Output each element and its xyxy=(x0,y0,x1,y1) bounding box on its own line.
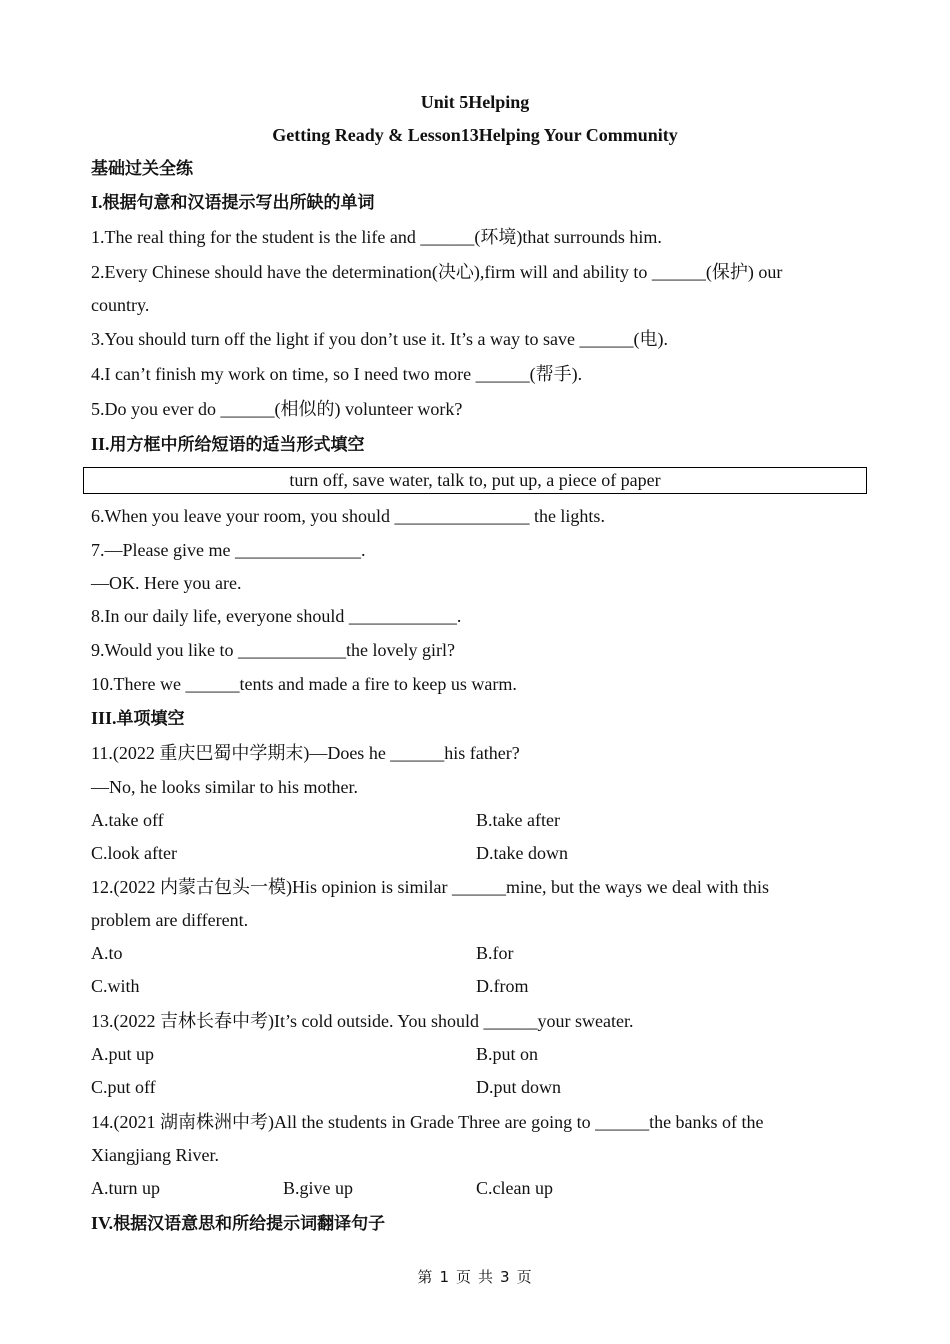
footer-mid: 页 xyxy=(455,1268,472,1286)
question-14-line-2: Xiangjiang River. xyxy=(91,1145,219,1165)
question-14-option-c: C.clean up xyxy=(476,1178,553,1198)
question-2-line-1: 2.Every Chinese should have the determination(决心),firm will and ability to ______(保护) our xyxy=(91,262,783,282)
question-12-option-c: C.with xyxy=(91,976,140,996)
section-2-title: 用方框中所给短语的适当形式填空 xyxy=(109,435,365,455)
question-13-option-a: A.put up xyxy=(91,1044,154,1064)
section-3-title: 单项填空 xyxy=(116,709,185,729)
question-12-option-a: A.to xyxy=(91,943,123,963)
question-1: 1.The real thing for the student is the life and ______(环境)that surrounds him. xyxy=(91,227,662,247)
question-14-line-1: 14.(2021 湖南株洲中考)All the students in Grade Three are going to ______the banks of the xyxy=(91,1112,764,1132)
question-3: 3.You should turn off the light if you don’t use it. It’s a way to save ______(电). xyxy=(91,329,668,349)
question-11-line-1: 11.(2022 重庆巴蜀中学期末)—Does he ______his father? xyxy=(91,743,520,763)
question-8: 8.In our daily life, everyone should ____________. xyxy=(91,606,462,626)
question-14-option-a: A.turn up xyxy=(91,1178,160,1198)
question-7-line-2: —OK. Here you are. xyxy=(91,573,242,593)
question-14-option-b: B.give up xyxy=(283,1178,353,1198)
section-3-number: III. xyxy=(91,708,117,728)
question-6: 6.When you leave your room, you should _______________ the lights. xyxy=(91,506,605,526)
section-label: 基础过关全练 xyxy=(91,159,193,179)
section-2-number: II. xyxy=(91,434,110,454)
footer-suffix: 页 xyxy=(516,1268,533,1286)
section-2-heading xyxy=(91,432,365,457)
question-12-option-d: D.from xyxy=(476,976,529,996)
section-4-heading xyxy=(91,1211,385,1236)
question-5: 5.Do you ever do ______(相似的) volunteer work? xyxy=(91,399,463,419)
question-11-option-c: C.look after xyxy=(91,843,177,863)
question-2-line-2: country. xyxy=(91,295,150,315)
section-1-number: I. xyxy=(91,192,103,212)
footer-page-number: 1 xyxy=(439,1268,450,1286)
section-4-number: IV. xyxy=(91,1213,114,1233)
question-11-option-b: B.take after xyxy=(476,810,560,830)
section-1-title: 根据句意和汉语提示写出所缺的单词 xyxy=(102,193,375,213)
question-10: 10.There we ______tents and made a fire to keep us warm. xyxy=(91,674,517,694)
section-3-heading xyxy=(91,706,185,731)
question-13-option-d: D.put down xyxy=(476,1077,561,1097)
question-4: 4.I can’t finish my work on time, so I need two more ______(帮手). xyxy=(91,364,583,384)
question-7-line-1: 7.—Please give me ______________. xyxy=(91,540,366,560)
page-footer xyxy=(0,1266,950,1287)
question-11-option-d: D.take down xyxy=(476,843,568,863)
question-12-option-b: B.for xyxy=(476,943,514,963)
question-13-option-b: B.put on xyxy=(476,1044,539,1064)
question-13-option-c: C.put off xyxy=(91,1077,156,1097)
section-4-title: 根据汉语意思和所给提示词翻译句子 xyxy=(113,1214,386,1234)
question-11-option-a: A.take off xyxy=(91,810,164,830)
unit-title: Unit 5Helping xyxy=(420,92,530,112)
lesson-title: Getting Ready & Lesson13Helping Your Community xyxy=(272,125,678,145)
section-1-heading xyxy=(91,190,375,215)
question-12-line-1: 12.(2022 内蒙古包头一模)His opinion is similar ______mine, but the ways we deal with this xyxy=(91,877,769,897)
footer-prefix: 第 xyxy=(417,1268,434,1286)
footer-of: 共 xyxy=(478,1268,495,1286)
phrase-box: turn off, save water, talk to, put up, a piece of paper xyxy=(83,467,867,494)
question-13: 13.(2022 吉林长春中考)It’s cold outside. You should ______your sweater. xyxy=(91,1011,634,1031)
question-11-line-2: —No, he looks similar to his mother. xyxy=(91,777,358,797)
question-12-line-2: problem are different. xyxy=(91,910,249,930)
question-9: 9.Would you like to ____________the lovely girl? xyxy=(91,640,456,660)
footer-total-pages: 3 xyxy=(500,1268,511,1286)
